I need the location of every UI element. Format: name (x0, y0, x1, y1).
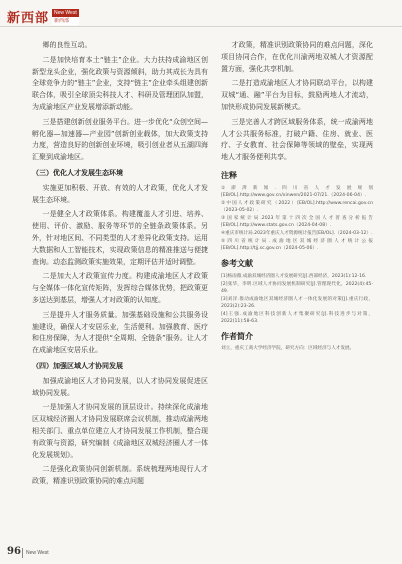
section-heading: 参考文献 (221, 258, 253, 268)
body-paragraph: 加强成渝地区人才协同发展，以人才协同发展促进区域协同发展。 (32, 376, 208, 397)
reference-item: [3]刘洋.推动成渝地区双城经济圈人才一体化发展的对策[J].重庆行政，2023(2):23-26. (221, 296, 373, 309)
reference-list (221, 345, 373, 352)
reference-item: [2]张华，李明.区域人才协同发展机制研究[J].管理现代化，2022(4):45-49. (221, 281, 373, 294)
body-paragraph: 三是完善人才跨区域服务体系，统一成渝两地人才公共服务标准，打破户籍、住房、就业、医疗、子女教育、社会保障等领域的壁垒，实现两地人才服务便利共享。 (221, 117, 373, 162)
page-header (0, 0, 402, 34)
reference-item: ⑤四川省统计局.成渝地区双城经济圈人才统计公报[EB/OL].http://tjj.sc.gov.cn（2024-05-06）. (221, 238, 373, 251)
page-footer (7, 542, 402, 564)
footer-brand: New West (26, 550, 49, 556)
left-column (32, 40, 208, 491)
body-paragraph: 二是打造成渝地区人才协同联动平台，以构建双城“通、融”平台为目标，鼓励两地人才流动，加快形成协同发展新模式。 (221, 79, 373, 111)
section-subheading: （三）优化人才发展生态环境 (32, 168, 123, 177)
section-heading: 注释 (221, 170, 237, 180)
magazine-logo (7, 7, 79, 26)
body-paragraph: 鄉的良性互动。 (42, 41, 92, 49)
body-paragraph: 实施更加积极、开放、有效的人才政策，优化人才发展生态环境。 (32, 183, 208, 204)
body-paragraph: 二是加大人才政策宣传力度。构建成渝地区人才政策与全媒体一体化宣传矩阵，发挥综合媒体优势，把政策更多送达到基层，增强人才对政策的认知度。 (32, 272, 208, 304)
body-paragraph: 三是搭建创新创业服务平台。进一步优化“众创空间—孵化器—加速器—产业园”创新创业载体，加大政策支持力度，营造良好的创新创业环境，吸引创业者从五湖四海汇聚到成渝地区。 (32, 117, 208, 162)
reference-item: 刘立，重庆工商大学经济学院，研究方向：区域经济与人才发展。 (221, 346, 355, 352)
right-column (221, 40, 373, 353)
reference-item: ④重庆市统计局.2023年重庆人才资源统计报告[EB/OL].（2024-03-12）. (221, 230, 373, 236)
page-number: 96 (7, 546, 21, 557)
section-subheading: （四）加强区域人才协同发展 (32, 361, 123, 370)
reference-item: [1]杨雨薇.成渝双城经济圈人才发展研究[J].西部经济，2023(1):12-16. (221, 273, 367, 279)
reference-item: ②中国人才政策研究（2022）[EB/OL].http://www.rencai.gov.cn（2023-05-02）. (221, 200, 373, 213)
reference-list (221, 273, 373, 325)
reference-item: ①澎湃新闻.四川省人才发展规划[EB/OL].http://www.gov.cn/xinwen/2021-07/21.（2024-06-04）. (221, 185, 373, 198)
header-divider (0, 26, 402, 27)
body-paragraph: 才政策，精准识别政策协同的难点问题，深化项目协同合作，在优化川渝两地双城人才资源配置方面，强化共享机制。 (221, 41, 373, 73)
reference-item: ③国家统计局.2023年第十四次全国人才普查分析报告[EB/OL].http://www.stats.gov.cn（2024-04-08）. (221, 215, 373, 228)
logo-chinese-title: 新西部 (7, 11, 50, 26)
body-paragraph: 三是提升人才服务质量。加强基础设施和公共服务设施建设，确保人才安居乐业，生活便利。加强教育、医疗和住房保障，为人才提供“全周期、全链条”服务。让人才在成渝地区安居乐业。 (32, 310, 208, 355)
body-paragraph: 二是强化政策协同创新机制。系统梳理两地现行人才政策，精准识别政策协同的难点问题 (32, 465, 208, 486)
logo-subtitle: 新西部 (52, 17, 79, 25)
body-paragraph: 二是加快培育本土“链主”企业。大力扶持成渝地区创新型龙头企业，强化政策与资源倾斜，助力其成长为具有全球竞争力的“链主”企业，支持“链主”企业牵头组建创新联合体，吸引全球顶尖科技人才、科研及管理团队加盟，为成渝地区产业发展增添新动能。 (32, 55, 208, 111)
body-paragraph: 一是加强人才协同发展的顶层设计。持续深化成渝地区双城经济圈人才协同发展联席会议机制，推动成渝两地相关部门、重点单位建立人才协同发展工作机制，整合现有政策与资源，研究编制《成渝地区双城经济圈人才一体化发展规划》。 (32, 403, 208, 459)
body-paragraph: 一是健全人才政策体系。构建覆盖人才引进、培养、使用、评价、激励、服务等环节的全链条政策体系。另外，针对地区间、不同类型的人才差异化政策支持。运用大数据和人工智能技术，实现政策信息的精准推送与便捷查询。动态监测政策实施效果，定期评估并适时调整。 (32, 210, 208, 266)
logo-english-title: New West (54, 9, 77, 16)
reference-list (221, 185, 373, 252)
section-heading: 作者简介 (221, 331, 253, 341)
footer-divider (22, 548, 23, 558)
reference-item: [4]王强.成渝地区科技创新人才集聚研究[J].科技进步与对策，2022(11):58-63. (221, 311, 373, 324)
